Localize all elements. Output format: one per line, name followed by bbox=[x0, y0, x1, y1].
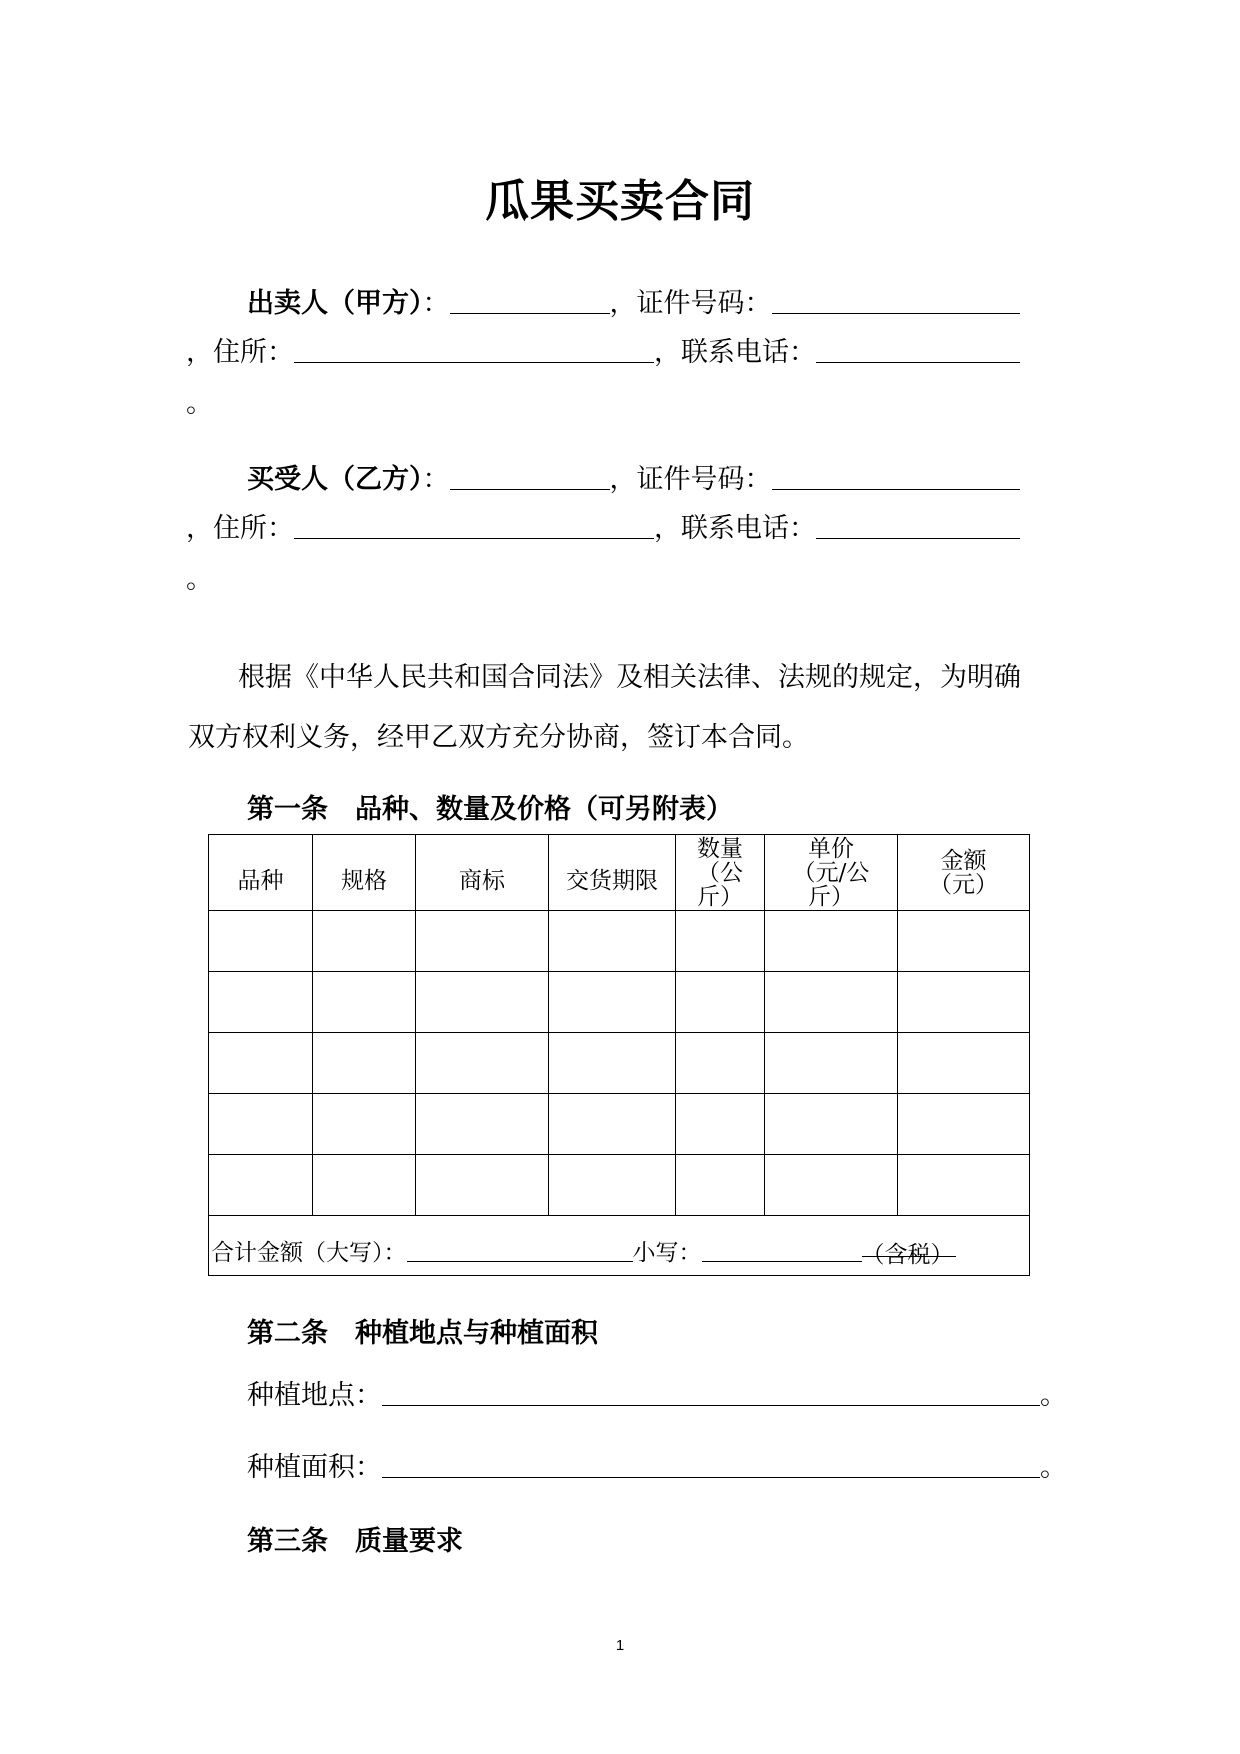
table-cell[interactable] bbox=[549, 1094, 676, 1155]
price-table bbox=[208, 834, 1030, 1276]
planting-area-end: 。 bbox=[1040, 1452, 1067, 1483]
table-cell[interactable] bbox=[765, 972, 898, 1033]
seller-line-1 bbox=[247, 286, 1020, 322]
header-brand-text: 商标 bbox=[459, 867, 505, 894]
intro-line-1: 根据《中华人民共和国合同法》及相关法律、法规的规定，为明确 bbox=[238, 662, 1021, 693]
table-cell[interactable] bbox=[416, 1094, 549, 1155]
planting-area-line bbox=[247, 1450, 1067, 1486]
header-variety bbox=[209, 835, 313, 911]
table-cell[interactable] bbox=[209, 1094, 313, 1155]
article-1-heading: 第一条 品种、数量及价格（可另附表） bbox=[247, 794, 733, 825]
seller-address-label: ，住所： bbox=[186, 337, 294, 368]
table-cell[interactable] bbox=[765, 1033, 898, 1094]
planting-location-line bbox=[247, 1378, 1067, 1414]
planting-area-field[interactable] bbox=[382, 1451, 1040, 1478]
header-quantity-line-2: （公 bbox=[697, 859, 743, 886]
header-spec-text: 规格 bbox=[341, 867, 387, 894]
table-row bbox=[209, 1094, 1030, 1155]
table-cell[interactable] bbox=[209, 1033, 313, 1094]
table-cell[interactable] bbox=[549, 911, 676, 972]
table-cell[interactable] bbox=[416, 1155, 549, 1216]
tax-note: （含税） bbox=[862, 1236, 956, 1257]
table-cell[interactable] bbox=[676, 1094, 765, 1155]
table-cell[interactable] bbox=[209, 972, 313, 1033]
header-amount-line-1: 金额 bbox=[940, 847, 987, 874]
table-cell[interactable] bbox=[549, 972, 676, 1033]
planting-location-label: 种植地点： bbox=[247, 1380, 382, 1411]
table-cell[interactable] bbox=[898, 1094, 1030, 1155]
header-variety-text: 品种 bbox=[237, 867, 284, 894]
table-cell[interactable] bbox=[313, 972, 416, 1033]
seller-end-mark: 。 bbox=[186, 388, 213, 419]
table-cell[interactable] bbox=[416, 911, 549, 972]
header-unit-price-line-3: 斤） bbox=[808, 883, 854, 910]
table-total-cell bbox=[209, 1216, 1030, 1276]
header-amount bbox=[898, 835, 1030, 911]
page-number: 1 bbox=[615, 1637, 625, 1654]
table-cell[interactable] bbox=[549, 1033, 676, 1094]
planting-location-end: 。 bbox=[1040, 1380, 1067, 1411]
table-cell[interactable] bbox=[313, 911, 416, 972]
table-cell[interactable] bbox=[765, 1094, 898, 1155]
total-uppercase-label: 合计金额（大写）： bbox=[211, 1240, 407, 1266]
table-cell[interactable] bbox=[676, 911, 765, 972]
seller-label: 出卖人（甲方） bbox=[247, 288, 423, 319]
buyer-label: 买受人（乙方） bbox=[247, 464, 423, 495]
buyer-line-1 bbox=[247, 462, 1020, 498]
table-cell[interactable] bbox=[313, 1094, 416, 1155]
table-total-row bbox=[209, 1216, 1030, 1276]
table-row bbox=[209, 1155, 1030, 1216]
header-quantity bbox=[676, 835, 765, 911]
table-cell[interactable] bbox=[313, 1033, 416, 1094]
table-header-row bbox=[209, 835, 1030, 911]
article-3-heading: 第三条 质量要求 bbox=[247, 1526, 463, 1557]
buyer-id-label: ，证件号码： bbox=[609, 464, 772, 495]
table-cell[interactable] bbox=[765, 1155, 898, 1216]
header-brand bbox=[416, 835, 549, 911]
total-uppercase-field[interactable] bbox=[407, 1241, 633, 1262]
header-delivery bbox=[549, 835, 676, 911]
seller-name-field[interactable] bbox=[450, 287, 610, 314]
buyer-phone-field[interactable] bbox=[816, 512, 1020, 539]
header-delivery-text: 交货期限 bbox=[566, 867, 658, 894]
header-amount-line-2: （元） bbox=[929, 871, 998, 898]
table-cell[interactable] bbox=[676, 1155, 765, 1216]
buyer-colon: ： bbox=[422, 464, 450, 495]
header-quantity-line-3: 斤） bbox=[697, 883, 743, 910]
total-lowercase-field[interactable] bbox=[702, 1241, 862, 1262]
table-row bbox=[209, 1033, 1030, 1094]
buyer-end-mark: 。 bbox=[186, 564, 213, 595]
table-cell[interactable] bbox=[765, 911, 898, 972]
buyer-id-field[interactable] bbox=[772, 463, 1020, 490]
table-cell[interactable] bbox=[676, 972, 765, 1033]
document-title: 瓜果买卖合同 bbox=[485, 176, 755, 227]
table-cell[interactable] bbox=[549, 1155, 676, 1216]
intro-line-2: 双方权利义务，经甲乙双方充分协商，签订本合同。 bbox=[188, 722, 809, 753]
seller-line-2 bbox=[186, 335, 1020, 371]
header-unit-price bbox=[765, 835, 898, 911]
seller-phone-label: ，联系电话： bbox=[654, 337, 816, 368]
seller-phone-field[interactable] bbox=[816, 336, 1020, 363]
seller-address-field[interactable] bbox=[294, 336, 654, 363]
header-spec bbox=[313, 835, 416, 911]
total-lowercase-label: 小写： bbox=[632, 1240, 702, 1266]
buyer-phone-label: ，联系电话： bbox=[654, 513, 816, 544]
header-unit-price-line-2: （元/公 bbox=[792, 859, 870, 886]
header-unit-price-line-1: 单价 bbox=[808, 835, 854, 862]
table-row bbox=[209, 972, 1030, 1033]
buyer-name-field[interactable] bbox=[450, 463, 610, 490]
table-cell[interactable] bbox=[209, 911, 313, 972]
table-cell[interactable] bbox=[898, 911, 1030, 972]
planting-location-field[interactable] bbox=[382, 1379, 1040, 1406]
buyer-address-field[interactable] bbox=[294, 512, 654, 539]
table-cell[interactable] bbox=[416, 972, 549, 1033]
seller-id-label: ，证件号码： bbox=[609, 288, 772, 319]
planting-area-label: 种植面积： bbox=[247, 1452, 382, 1483]
seller-colon: ： bbox=[422, 288, 450, 319]
total-line bbox=[209, 1234, 1029, 1275]
buyer-address-label: ，住所： bbox=[186, 513, 294, 544]
header-quantity-line-1: 数量 bbox=[697, 835, 743, 862]
table-cell[interactable] bbox=[898, 1033, 1030, 1094]
seller-id-field[interactable] bbox=[772, 287, 1020, 314]
article-2-heading: 第二条 种植地点与种植面积 bbox=[247, 1318, 598, 1349]
buyer-line-2 bbox=[186, 511, 1020, 547]
table-cell[interactable] bbox=[898, 972, 1030, 1033]
table-cell[interactable] bbox=[416, 1033, 549, 1094]
table-cell[interactable] bbox=[898, 1155, 1030, 1216]
table-cell[interactable] bbox=[676, 1033, 765, 1094]
table-cell[interactable] bbox=[209, 1155, 313, 1216]
table-row bbox=[209, 911, 1030, 972]
table-cell[interactable] bbox=[313, 1155, 416, 1216]
